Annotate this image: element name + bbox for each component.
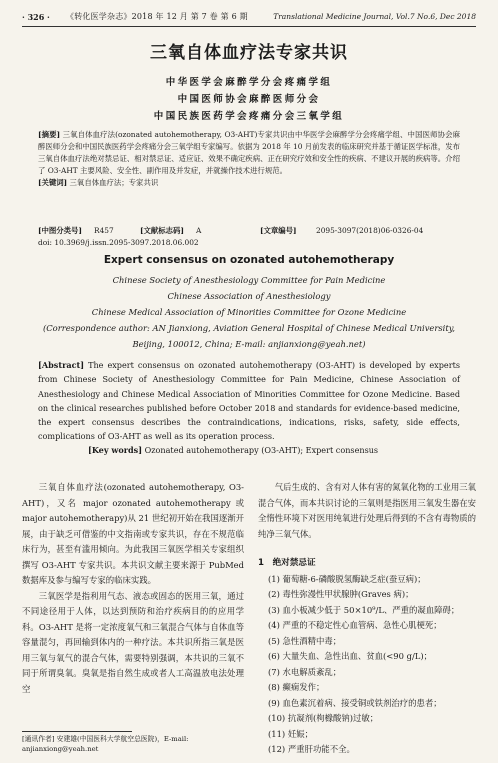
list-item: (10) 抗凝剂(枸橼酸钠)过敏； [268, 713, 379, 723]
article-number-value: 2095-3097(2018)06-0326-04 [316, 226, 424, 235]
doi: doi: 10.3969/j.issn.2095-3097.2018.06.002 [38, 238, 199, 247]
english-author-line: Chinese Medical Association of Minorities Committee for Ozone Medicine [91, 307, 407, 317]
section-heading: 1 绝对禁忌证 [258, 558, 316, 568]
abstract-en [38, 358, 460, 444]
abstract-cn-text: 三氧自体血疗法(ozonated autohemotherapy, O3-AHT)专家共识由中华医学会麻醉学分会疼痛学组、中国医师协会麻醉医师分会和中国民族医药学会疼痛分会三氧学组专家编写。依据为 2018 年 10 月前发表的临床研究并基于循证医学标准，发布三氧自体血疗法绝对禁忌证、相对禁忌证、适应证、效果不确定疾病、正在研究疗效和安全性的疾病、不建议开展的疾病等。介绍了 O3-AHT 主要风险、安全性、副作用及并发症，并就操作技术进行规范。 [38, 130, 460, 175]
keywords-en-text: Ozonated autohemotherapy (O3-AHT); Expert consensus [144, 445, 379, 455]
article-meta [38, 225, 458, 237]
abstract-en-text: The expert consensus on ozonated autohemotherapy (O3-AHT) is developed by experts from Chinese Society of Anesthesiology Committee for Pain Medicine, Chinese Association of Anesthesiology and Chinese Medical Association of Minorities Committee for Ozone Medicine. Based on the clinical researches published before October 2018 and standards for evidence-based medicine, the expert consensus describes the contraindications, indications, risks, safety, side effects, complications of O3-AHT as well as its operation process. [38, 360, 460, 442]
list-item: (3) 血小板减少低于 50×10⁹/L、严重的凝血障碍； [268, 604, 460, 615]
english-author-line: Chinese Association of Anesthesiology [167, 291, 331, 301]
english-authors [30, 272, 468, 352]
abstract-en-label: [Abstract] [38, 360, 85, 370]
clc-value: R457 [94, 226, 114, 235]
correspondence-line: Beijing, 100012, China; E-mail: anjianxiong@yeah.net) [132, 339, 366, 349]
doc-code-label: [文献标志码] [140, 226, 184, 235]
running-header [22, 10, 476, 27]
article-number-label: [文章编号] [260, 226, 297, 235]
body-right-column [258, 480, 476, 758]
list-item: (9) 血色素沉着病、接受铜或铁剂治疗的患者； [268, 697, 442, 708]
journal-name-cn: 《转化医学杂志》2018 年 12 月 第 7 卷 第 6 期 [66, 12, 248, 21]
body-paragraph: 气后生成的、含有对人体有害的氮氧化物的工业用三氧混合气体，而本共识讨论的三氧则是指医用三氧发生器在安全惰性环境下对医用纯氧进行处理后得到的不含有毒物质的纯净三氧气体。 [258, 482, 476, 539]
list-item: (6) 大量失血、急性出血、贫血(<90 g/L)； [268, 651, 433, 661]
english-title: Expert consensus on ozonated autohemotherapy [103, 254, 395, 266]
keywords-cn-label: [关键词] [38, 178, 68, 187]
clc-label: [中图分类号] [38, 226, 82, 235]
footnote-divider [22, 731, 132, 732]
keywords-en-label: [Key words] [88, 445, 143, 455]
list-item: (11) 妊娠； [268, 728, 313, 739]
english-author-line: Chinese Society of Anesthesiology Committee for Pain Medicine [112, 275, 386, 285]
article-title: 三氧自体血疗法专家共识 [150, 43, 348, 63]
list-item: (7) 水电解质紊乱； [268, 666, 342, 677]
list-item: (1) 葡萄糖-6-磷酸脱氢酶缺乏症(蚕豆病)； [268, 573, 426, 584]
author-group: 中国医师协会麻醉医师分会 [177, 94, 321, 105]
keywords-cn-text: 三氧自体血疗法；专家共识 [69, 178, 159, 187]
author-group: 中国民族医药学会疼痛分会三氧学组 [153, 111, 345, 122]
abstract-cn [38, 129, 460, 189]
footnote: [通讯作者] 安建雄(中国医科大学航空总医院)，E-mail: anjianxiong@yeah.net [22, 735, 189, 753]
list-item: (4) 严重的不稳定性心血管病、急性心肌梗死； [268, 620, 442, 630]
abstract-cn-label: [摘要] [38, 130, 61, 139]
keywords-cn [38, 177, 460, 189]
keywords-en [88, 444, 460, 457]
body-paragraph: 三氧医学是指利用气态、液态或固态的医用三氧，通过不同途径用于人体，以达到预防和治疗疾病目的的应用学科。O3-AHT 是将一定浓度氧气和三氧混合气体与自体血等容量混匀，再回输到体内的一种疗法。本共识所指三氧是医用三氧与氧气的混合气体，需要特别强调，本共识的三氧不同于所谓臭氧。臭氧是指自然生成或者人工高温放电法处理空 [22, 590, 244, 694]
correspondence-line: (Correspondence author: AN Jianxiong, Aviation General Hospital of Chinese Medical University, [42, 323, 456, 333]
list-item: (12) 严重肝功能不全。 [268, 744, 355, 754]
body-left-column [22, 480, 244, 697]
doc-code-value: A [196, 226, 202, 235]
body-paragraph: 三氧自体血疗法(ozonated autohemotherapy, O3-AHT)，又名 major ozonated autohemotherapy 或 major autohemotherapy)从 21 世纪初开始在我国逐渐开展，由于缺乏可借鉴的中文指南或专家共识，存在不规范临床行为，甚至有滥用倾向。为此我国三氧医学相关专家组织撰写 O3-AHT 专家共识。本共识文献主要来源于 PubMed 数据库及参与编写专家的临床实践。 [22, 482, 244, 585]
page-number: · 326 · [22, 12, 50, 22]
list-item: (2) 毒性弥漫性甲状腺肿(Graves 病)； [268, 589, 414, 599]
journal-name-en: Translational Medicine Journal, Vol.7 No.6, Dec 2018 [273, 12, 476, 21]
author-groups [0, 74, 498, 125]
author-group: 中华医学会麻醉学分会疼痛学组 [165, 77, 333, 88]
doi-row [38, 237, 458, 249]
list-item: (8) 癫痫发作； [268, 682, 325, 692]
list-item: (5) 急性酒精中毒； [268, 635, 342, 646]
